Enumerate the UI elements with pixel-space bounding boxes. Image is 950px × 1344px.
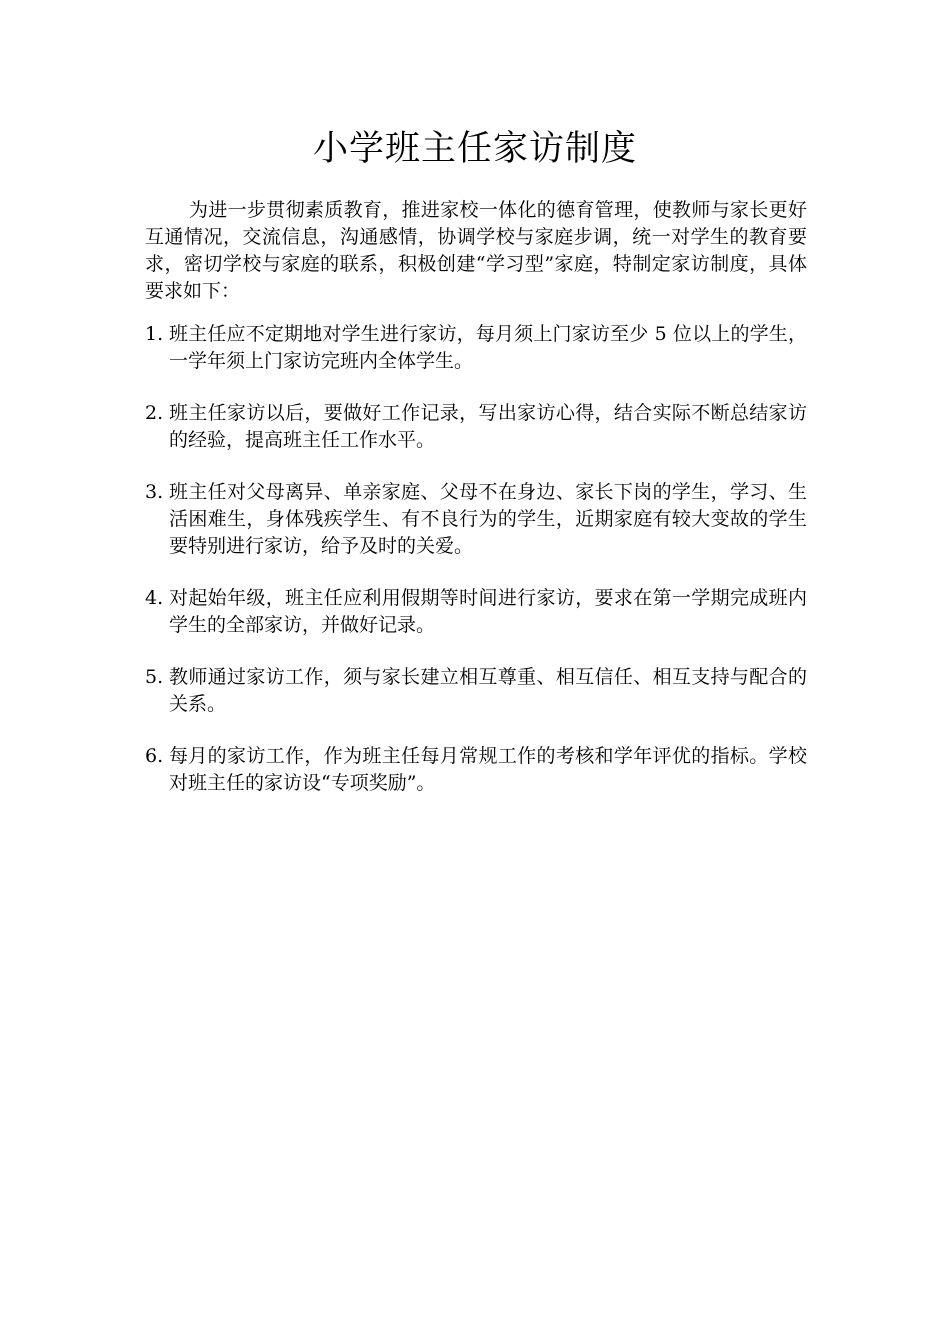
rule-text: 班主任对父母离异、单亲家庭、父母不在身边、家长下岗的学生，学习、生活困难生，身体残疾学生、有不良行为的学生，近期家庭有较大变故的学生要特别进行家访，给予及时的关爱。: [169, 481, 807, 557]
rule-text: 教师通过家访工作，须与家长建立相互尊重、相互信任、相互支持与配合的关系。: [169, 666, 807, 715]
rule-text: 每月的家访工作，作为班主任每月常规工作的考核和学年评优的指标。学校对班主任的家访设“专项奖励”。: [169, 745, 807, 794]
rule-text: 班主任家访以后，要做好工作记录，写出家访心得，结合实际不断总结家访的经验，提高班主任工作水平。: [169, 402, 807, 451]
document-title: 小学班主任家访制度: [312, 129, 637, 169]
intro-paragraph: 为进一步贯彻素质教育，推进家校一体化的德育管理，使教师与家长更好互通情况，交流信息，沟通感情，协调学校与家庭步调，统一对学生的教育要求，密切学校与家庭的联系，积极创建“学习型”家庭，特制定家访制度，具体要求如下：: [145, 199, 807, 302]
rule-item-4: [145, 585, 807, 639]
rule-number: 3.: [145, 481, 164, 503]
rule-item-6: [145, 743, 807, 797]
rule-number: 1.: [145, 323, 164, 345]
rule-item-2: [145, 400, 807, 454]
rule-number: 2.: [145, 402, 164, 424]
rule-text: 班主任应不定期地对学生进行家访，每月须上门家访至少 5 位以上的学生，一学年须上门家访完班内全体学生。: [169, 323, 807, 372]
rule-text: 对起始年级，班主任应利用假期等时间进行家访，要求在第一学期完成班内学生的全部家访，并做好记录。: [169, 587, 807, 636]
rule-number: 4.: [145, 587, 164, 609]
rule-number: 6.: [145, 745, 164, 767]
rules-list: [145, 321, 807, 822]
rule-number: 5.: [145, 666, 164, 688]
rule-item-1: [145, 321, 807, 375]
rule-item-5: [145, 664, 807, 718]
rule-item-3: [145, 479, 807, 560]
